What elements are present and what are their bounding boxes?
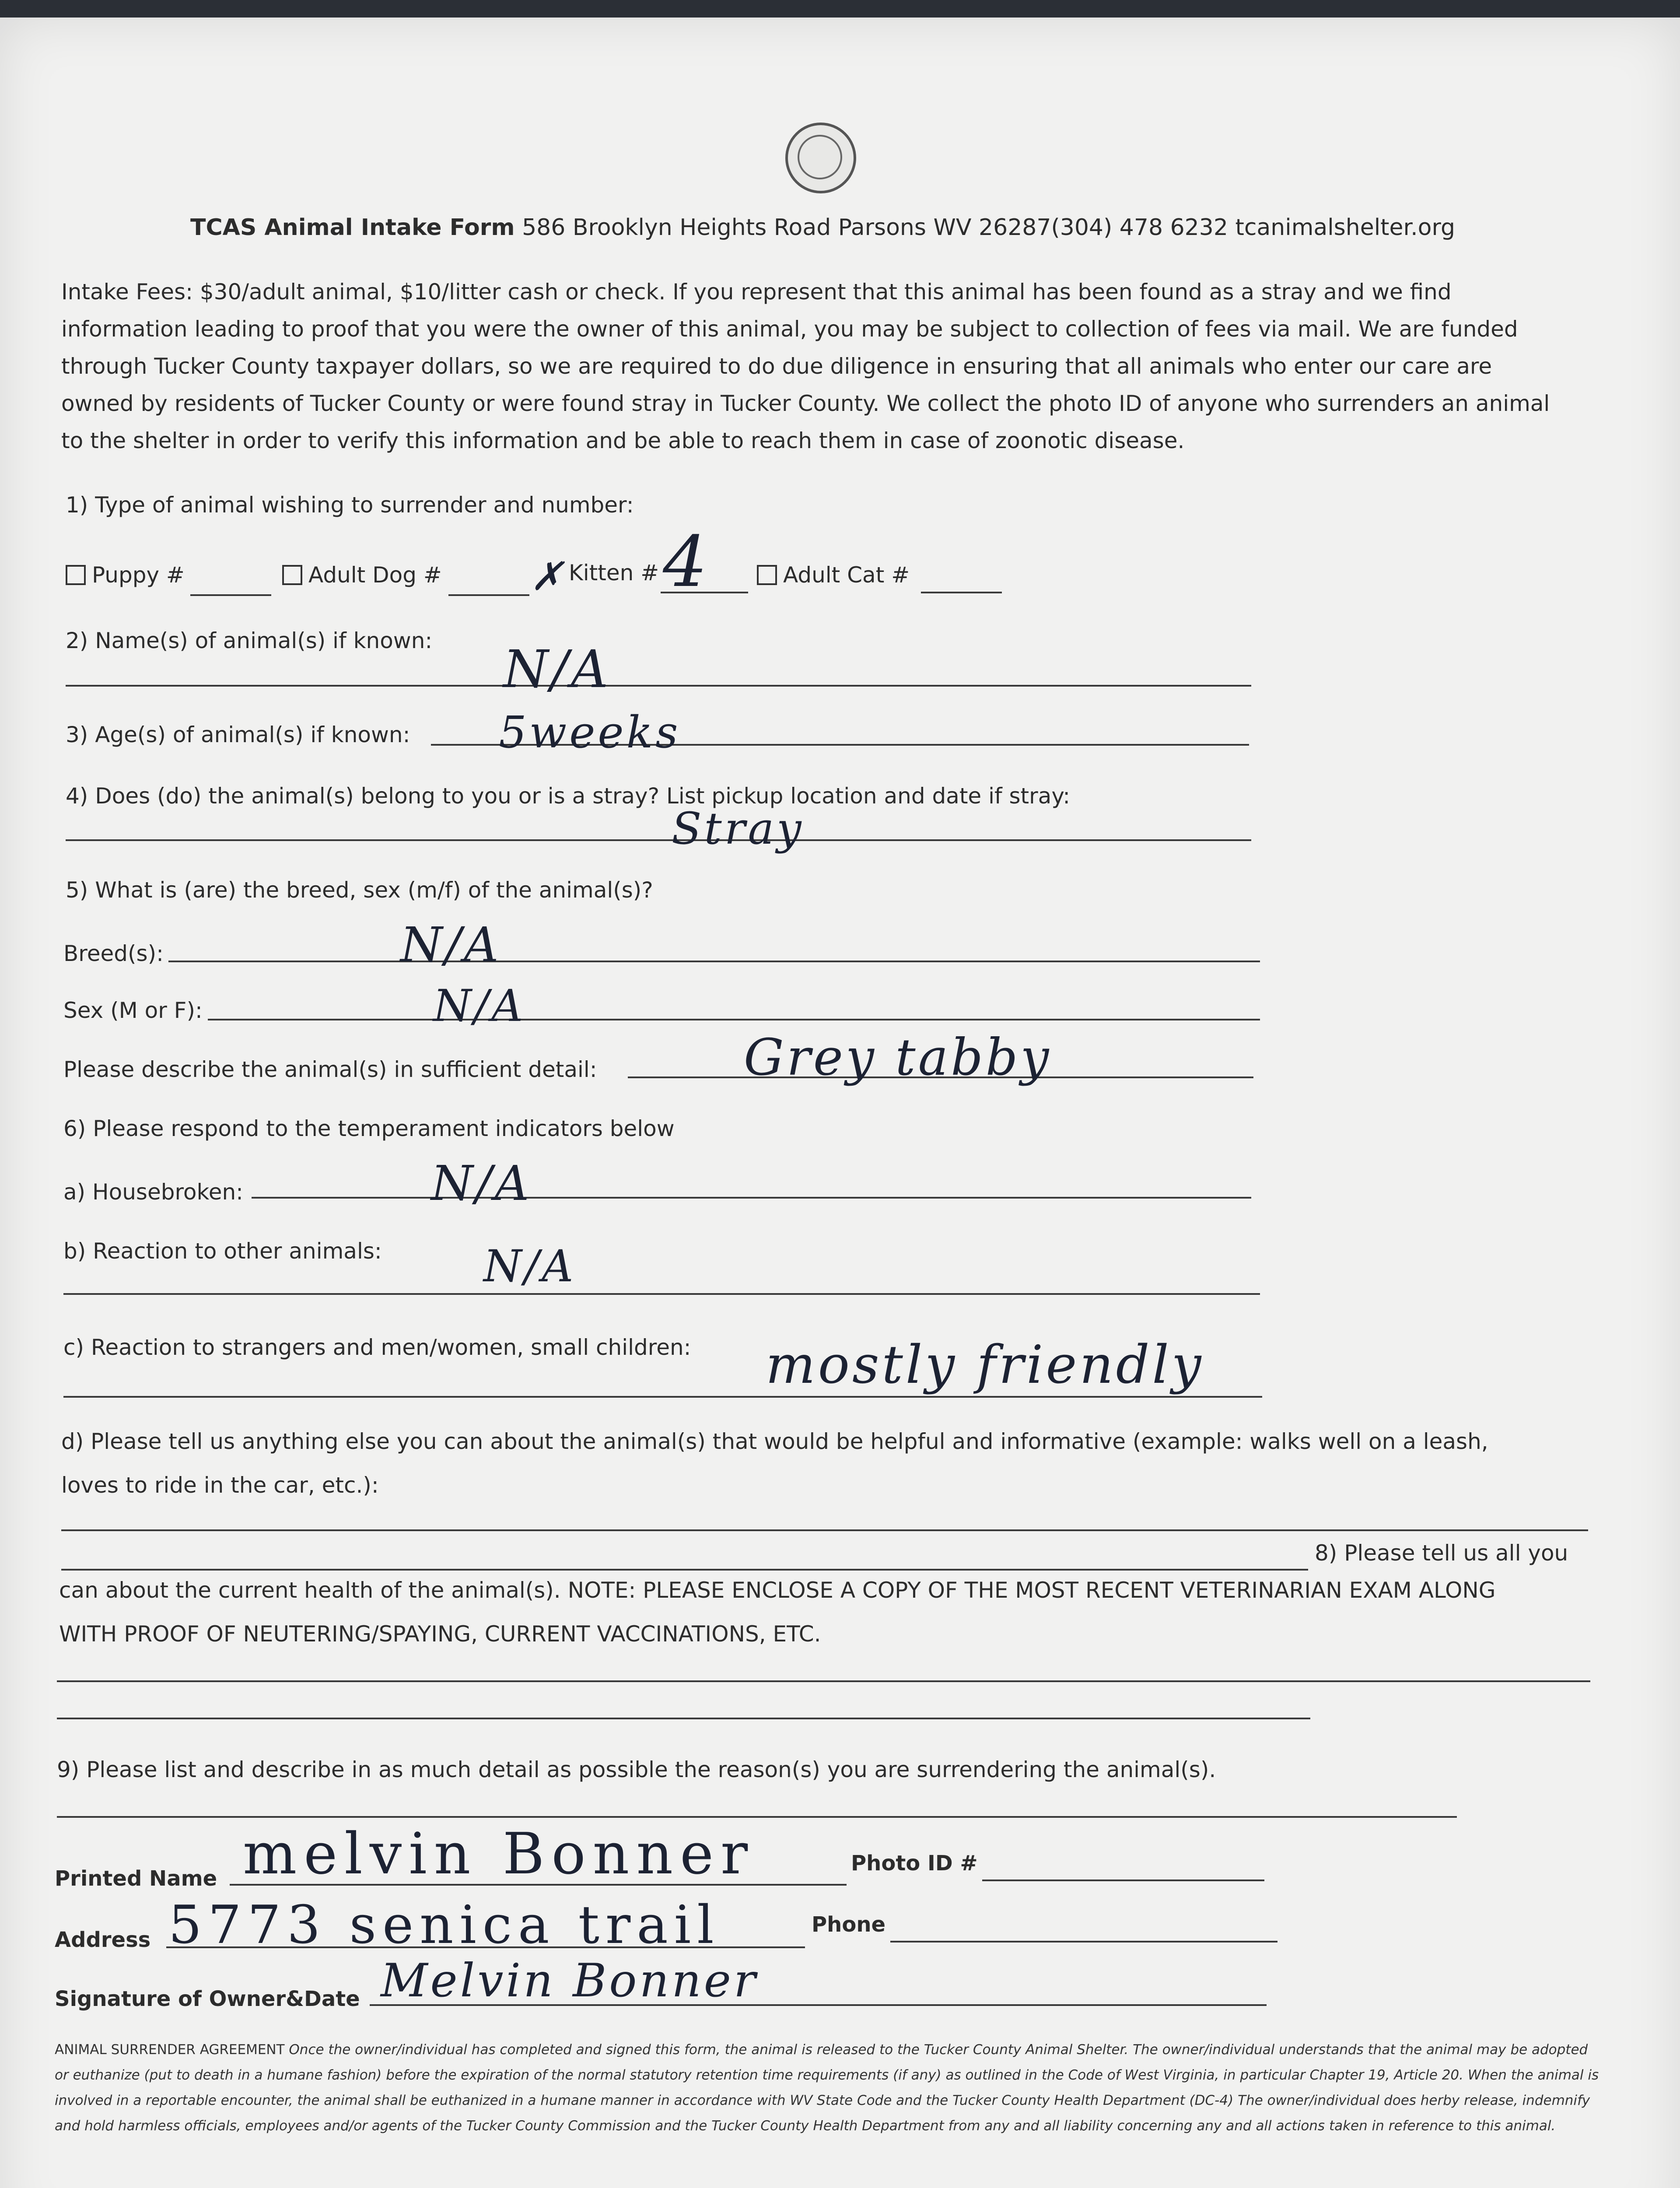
other-animals-answer-line[interactable] [63, 1293, 1260, 1295]
form-title: TCAS Animal Intake Form [190, 214, 515, 241]
housebroken-label: a) Housebroken: [63, 1179, 243, 1205]
q2-label: 2) Name(s) of animal(s) if known: [66, 628, 433, 653]
q2-answer-line[interactable] [66, 685, 1251, 687]
q3-label: 3) Age(s) of animal(s) if known: [66, 722, 410, 747]
adult-dog-count-line[interactable] [448, 594, 529, 596]
puppy-count-line[interactable] [190, 594, 271, 596]
option-puppy: Puppy # [66, 562, 185, 588]
reason-line[interactable] [57, 1816, 1457, 1818]
option-adult-dog: Adult Dog # [282, 562, 442, 588]
signature-label: Signature of Owner&Date [55, 1987, 360, 2011]
kitten-checked-mark[interactable]: ✗ [530, 554, 564, 600]
health-line-2[interactable] [57, 1718, 1310, 1719]
intake-form-page [0, 18, 1680, 2188]
q9-label: 9) Please list and describe in as much detail as possible the reason(s) you are surrendering the animal(s). [57, 1757, 1216, 1782]
housebroken-answer: N/A [431, 1155, 532, 1211]
agreement-text: Once the owner/individual has completed and signed this form, the animal is released to the Tucker County Animal Shelter. The owner/individual understands that the animal may be adopted or euthanize (put to death in a humane fashion) before the expiration of the normal statutory retention time requirements (if any) as outlined in the Code of West Virginia, in particular Chapter 19, Article 20. When the animal is involved in a reportable encounter, the animal shall be euthanized in a humane manner in accordance with WV State Code and the Tucker County Health Department (DC-4) The owner/individual does herby release, indemnify and hold harmless officials, employees and/or agents of the Tucker County Commission and the Tucker County Health Department from any and all liability concerning any and all actions taken in reference to this animal. [55, 2042, 1599, 2134]
q4-answer-line[interactable] [66, 839, 1251, 841]
form-header [190, 214, 1455, 241]
kitten-count: 4 [663, 521, 710, 603]
q2-answer: N/A [503, 639, 611, 699]
breed-label: Breed(s): [63, 941, 164, 966]
breed-answer: N/A [400, 917, 501, 973]
q8-label-3: WITH PROOF OF NEUTERING/SPAYING, CURRENT VACCINATIONS, ETC. [59, 1621, 821, 1647]
signature-value: Melvin Bonner [381, 1954, 759, 2007]
q4-label: 4) Does (do) the animal(s) belong to you or is a stray? List pickup location and date if stray: [66, 783, 1071, 809]
strangers-answer-line[interactable] [63, 1396, 1262, 1398]
surrender-agreement [55, 2037, 1603, 2139]
sex-answer: N/A [433, 980, 526, 1031]
q3-answer: 5weeks [499, 707, 681, 758]
sex-label: Sex (M or F): [63, 998, 203, 1023]
q8-label-2: can about the current health of the animal(s). NOTE: PLEASE ENCLOSE A COPY OF THE MOST RECENT VETERINARIAN EXAM ALONG [59, 1578, 1496, 1603]
anything-else-label-1: d) Please tell us anything else you can about the animal(s) that would be helpful and informative (example: walks well on a leash, [61, 1429, 1488, 1454]
sex-answer-line[interactable] [208, 1019, 1260, 1020]
phone-label: Phone [812, 1912, 886, 1937]
other-animals-label: b) Reaction to other animals: [63, 1238, 382, 1264]
housebroken-answer-line[interactable] [252, 1197, 1251, 1199]
describe-answer: Grey tabby [744, 1028, 1052, 1087]
q8-label-1: 8) Please tell us all you [1315, 1540, 1568, 1566]
checkbox-icon[interactable] [66, 565, 86, 585]
shelter-address: 586 Brooklyn Heights Road Parsons WV 26287(304) 478 6232 tcanimalshelter.org [522, 214, 1455, 241]
q5-label: 5) What is (are) the breed, sex (m/f) of the animal(s)? [66, 877, 653, 903]
q1-label: 1) Type of animal wishing to surrender and number: [66, 492, 634, 518]
address-label: Address [55, 1928, 151, 1952]
anything-else-label-2: loves to ride in the car, etc.): [61, 1473, 379, 1498]
county-seal-icon [785, 123, 856, 193]
anything-else-line-2[interactable] [61, 1569, 1308, 1571]
option-kitten-label: Kitten # [569, 560, 659, 586]
photo-id-label: Photo ID # [851, 1851, 978, 1876]
photo-id-line[interactable] [982, 1879, 1264, 1881]
phone-line[interactable] [890, 1941, 1278, 1943]
printed-name-label: Printed Name [55, 1866, 217, 1891]
other-animals-answer: N/A [483, 1241, 576, 1292]
q6-label: 6) Please respond to the temperament indicators below [63, 1116, 675, 1141]
intake-fees-paragraph: Intake Fees: $30/adult animal, $10/litter cash or check. If you represent that this animal has been found as a stray and we find information leading to proof that you were the owner of this animal, you may be subject to collection of fees via mail. We are funded through Tucker County taxpayer dollars, so we are required to do due diligence in ensuring that all animals who enter our care are owned by residents of Tucker County or were found stray in Tucker County. We collect the photo ID of anyone who surrenders an animal to the shelter in order to verify this information and be able to reach them in case of zoonotic disease. [61, 279, 1550, 453]
q4-answer: Stray [672, 803, 804, 854]
anything-else-line-1[interactable] [61, 1529, 1588, 1531]
adult-cat-count-line[interactable] [921, 592, 1002, 593]
health-line-1[interactable] [57, 1680, 1590, 1682]
strangers-answer: mostly friendly [766, 1335, 1204, 1396]
agreement-title: ANIMAL SURRENDER AGREEMENT [55, 2042, 285, 2058]
strangers-label: c) Reaction to strangers and men/women, small children: [63, 1335, 691, 1360]
address-value: 5773 senica trail [168, 1895, 720, 1956]
describe-label: Please describe the animal(s) in sufficient detail: [63, 1057, 597, 1082]
checkbox-icon[interactable] [757, 565, 777, 585]
printed-name-value: melvin Bonner [243, 1820, 755, 1887]
option-adult-cat: Adult Cat # [757, 562, 910, 588]
breed-answer-line[interactable] [168, 961, 1260, 962]
checkbox-icon[interactable] [282, 565, 302, 585]
